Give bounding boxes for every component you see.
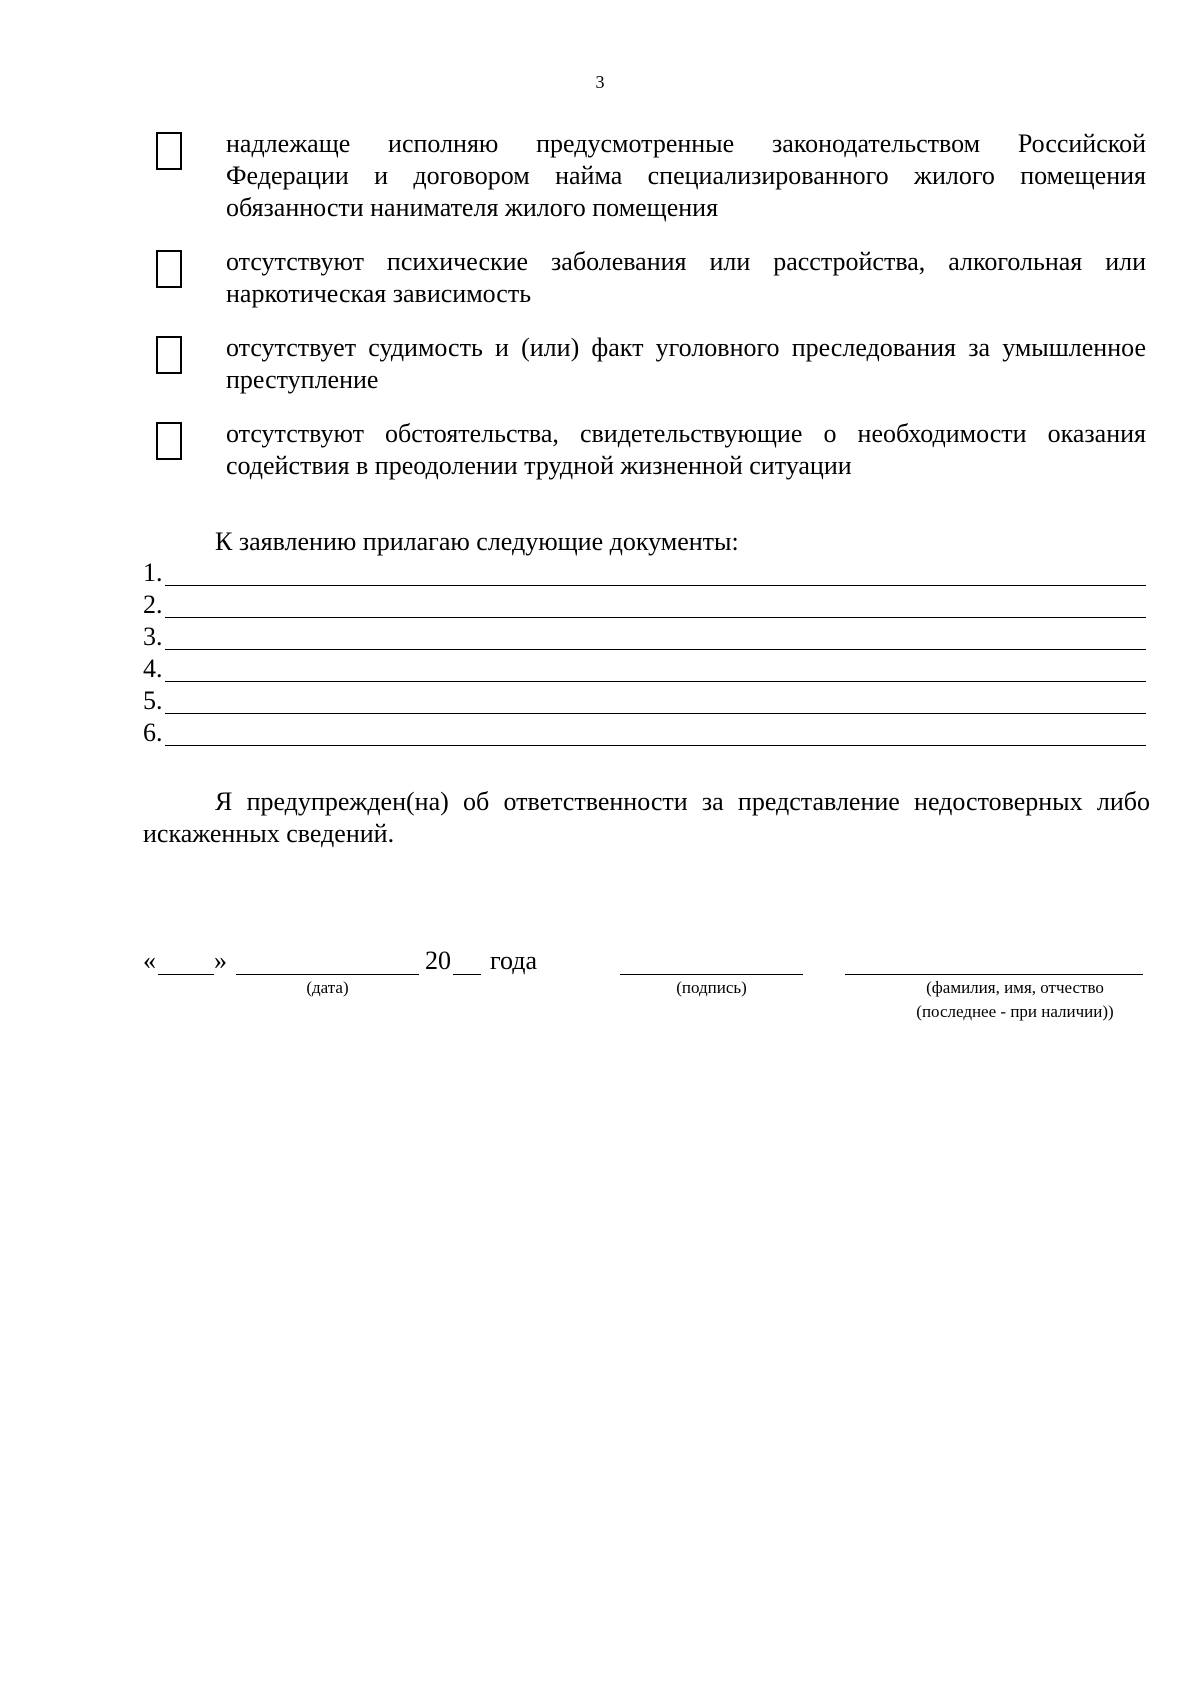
attachment-number: 6. [143,718,163,747]
condition-checkbox-4[interactable] [156,422,182,460]
year-suffix: года [490,946,538,975]
full-name-field[interactable] [845,974,1143,975]
attachment-number: 5. [143,686,163,715]
signature-field[interactable] [620,974,803,975]
attachment-number: 2. [143,590,163,619]
date-day-field[interactable] [158,974,214,975]
attachment-underline [165,713,1146,714]
attachment-line-1[interactable] [143,558,1146,588]
attachment-underline [165,617,1146,618]
attachment-line-3[interactable] [143,622,1146,652]
attachment-line-5[interactable] [143,686,1146,716]
attachment-line-6[interactable] [143,718,1146,748]
attachment-underline [165,585,1146,586]
attachments-heading: К заявлению прилагаю следующие документы: [215,527,739,556]
signature-caption: (подпись) [676,978,747,997]
date-close-quote: » [214,946,227,975]
page-number: 3 [595,72,605,92]
full-name-caption-line-2: (последнее - при наличии)) [916,1002,1114,1021]
attachment-underline [165,681,1146,682]
attachment-line-2[interactable] [143,590,1146,620]
year-prefix: 20 [425,946,451,975]
signature-block [0,945,1200,1035]
condition-text-4: отсутствуют обстоятельства, свидетельствующие о необходимости оказания содействия в преодолении трудной жизненной ситуации [226,419,1146,480]
condition-text-3: отсутствует судимость и (или) факт уголовного преследования за умышленное преступление [226,333,1146,394]
attachment-number: 4. [143,654,163,683]
attachment-underline [165,649,1146,650]
attachment-number: 1. [143,558,163,587]
condition-checkbox-1[interactable] [156,132,182,170]
attachment-number: 3. [143,622,163,651]
condition-checkbox-2[interactable] [156,250,182,288]
date-open-quote: « [143,946,156,975]
date-month-field[interactable] [236,974,419,975]
date-caption: (дата) [306,978,349,997]
date-year-field[interactable] [453,974,481,975]
attachment-underline [165,745,1146,746]
condition-checkbox-3[interactable] [156,336,182,374]
condition-text-2: отсутствуют психические заболевания или расстройства, алкогольная или наркотическая зависимость [226,247,1146,308]
full-name-caption-line-1: (фамилия, имя, отчество [926,978,1104,997]
liability-warning: Я предупрежден(на) об ответственности за представление недостоверных либо искаженных сведений. [143,787,1150,848]
attachment-line-4[interactable] [143,654,1146,684]
condition-text-1: надлежаще исполняю предусмотренные законодательством Российской Федерации и договором найма специализированного жилого помещения обязанности нанимателя жилого помещения [226,129,1146,222]
